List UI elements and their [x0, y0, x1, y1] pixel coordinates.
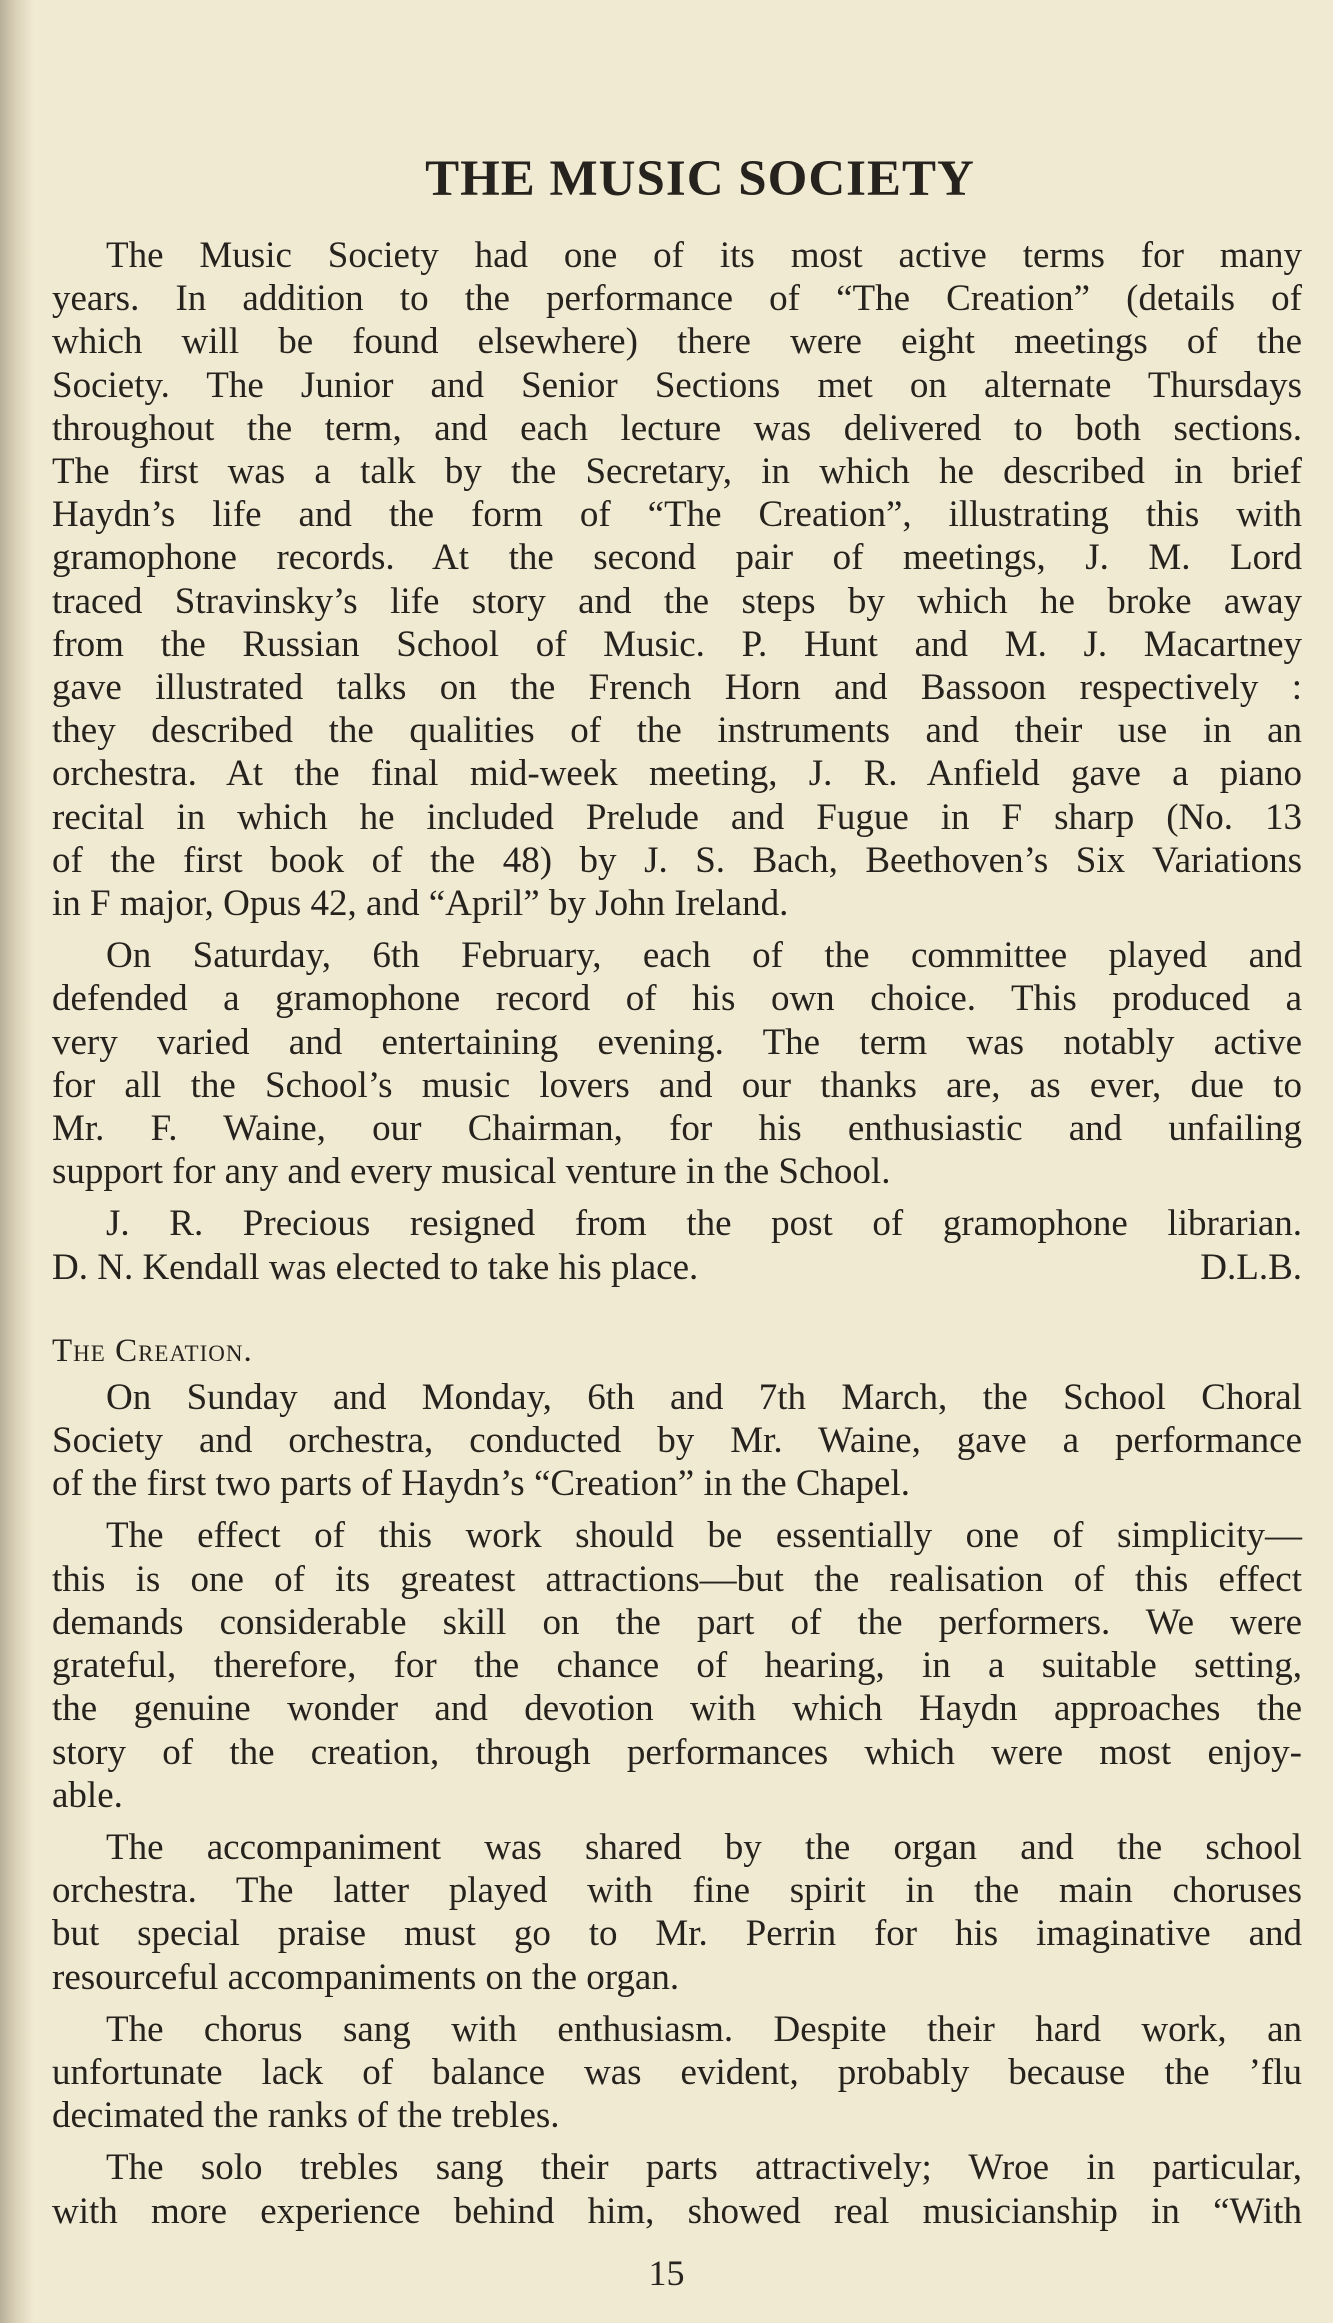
- text-line: Society. The Junior and Senior Sections met on alternate Thursdays: [52, 364, 1302, 406]
- text-line: The Music Society had one of its most active terms for many: [106, 235, 1302, 276]
- paragraph-librarian: [52, 1202, 1302, 1288]
- text-line: support for any and every musical venture in the School.: [52, 1151, 891, 1193]
- text-line: for all the School’s music lovers and our thanks are, as ever, due to: [52, 1064, 1302, 1106]
- paragraph-music-society-term: [52, 234, 1302, 925]
- text-line: On Saturday, 6th February, each of the committee played and: [106, 935, 1302, 977]
- author-initials: D.L.B.: [1200, 1246, 1302, 1288]
- text-line: of the first two parts of Haydn’s “Creation” in the Chapel.: [52, 1463, 910, 1505]
- text-line: years. In addition to the performance of “The Creation” (details of: [52, 278, 1302, 320]
- signed-line: [52, 1246, 1302, 1289]
- text-line: Society and orchestra, conducted by Mr. Waine, gave a performance: [52, 1420, 1302, 1462]
- paragraph-chorus: [52, 2008, 1302, 2138]
- text-line: from the Russian School of Music. P. Hunt and M. J. Macartney: [52, 623, 1302, 665]
- paragraph-accompaniment: [52, 1826, 1302, 1999]
- text-line: resourceful accompaniments on the organ.: [52, 1956, 680, 1998]
- text-line: gramophone records. At the second pair of meetings, J. M. Lord: [52, 537, 1302, 579]
- text-line: with more experience behind him, showed real musicianship in “With: [52, 2190, 1302, 2232]
- text-line: in F major, Opus 42, and “April” by John Ireland.: [52, 883, 789, 925]
- text-line: recital in which he included Prelude and Fugue in F sharp (No. 13: [52, 796, 1302, 838]
- text-line: The solo trebles sang their parts attractively; Wroe in particular,: [106, 2147, 1302, 2189]
- text-line: but special praise must go to Mr. Perrin for his imaginative and: [52, 1913, 1302, 1955]
- text-line: The first was a talk by the Secretary, in which he described in brief: [52, 451, 1302, 493]
- text-line: orchestra. At the final mid-week meeting, J. R. Anfield gave a piano: [52, 753, 1302, 795]
- text-line: traced Stravinsky’s life story and the steps by which he broke away: [52, 580, 1302, 622]
- text-line: orchestra. The latter played with fine spirit in the main choruses: [52, 1870, 1302, 1912]
- text-line: The accompaniment was shared by the organ and the school: [106, 1826, 1302, 1868]
- paragraph-creation-performance: [52, 1376, 1302, 1506]
- text-line: the genuine wonder and devotion with which Haydn approaches the: [52, 1688, 1302, 1730]
- text-line: this is one of its greatest attractions—but the realisation of this effect: [52, 1558, 1302, 1600]
- text-line: Mr. F. Waine, our Chairman, for his enthusiastic and unfailing: [52, 1108, 1302, 1150]
- text-line: they described the qualities of the instruments and their use in an: [52, 710, 1302, 752]
- text-line: story of the creation, through performances which were most enjoy-: [52, 1731, 1302, 1773]
- paragraph-creation-effect: [52, 1514, 1302, 1816]
- text-line: throughout the term, and each lecture was delivered to both sections.: [52, 407, 1302, 449]
- page-body: [52, 150, 1302, 2242]
- text-line: On Sunday and Monday, 6th and 7th March, the School Choral: [106, 1376, 1302, 1418]
- text-line: very varied and entertaining evening. The term was notably active: [52, 1021, 1302, 1063]
- text-line: defended a gramophone record of his own choice. This produced a: [52, 978, 1302, 1020]
- text-line: The effect of this work should be essentially one of simplicity—: [106, 1515, 1302, 1557]
- text-line: J. R. Precious resigned from the post of gramophone librarian.: [106, 1203, 1302, 1245]
- text-line: able.: [52, 1774, 123, 1816]
- paragraph-committee-records: [52, 934, 1302, 1193]
- page-number: 15: [648, 2253, 685, 2293]
- text-line: of the first book of the 48) by J. S. Bach, Beethoven’s Six Variations: [52, 839, 1302, 881]
- page-title: THE MUSIC SOCIETY: [425, 151, 975, 207]
- text-line: demands considerable skill on the part of the performers. We were: [52, 1601, 1302, 1643]
- section-heading-creation: The Creation.: [52, 1332, 253, 1369]
- text-line: grateful, therefore, for the chance of hearing, in a suitable setting,: [52, 1645, 1302, 1687]
- text-line: The chorus sang with enthusiasm. Despite their hard work, an: [106, 2008, 1302, 2050]
- text-line: unfortunate lack of balance was evident, probably because the ’flu: [52, 2051, 1302, 2093]
- binding-shadow: [0, 0, 34, 2323]
- paragraph-solo-trebles: [52, 2146, 1302, 2232]
- text-line: gave illustrated talks on the French Horn and Bassoon respectively :: [52, 667, 1302, 709]
- text-line: D. N. Kendall was elected to take his place.: [52, 1246, 699, 1288]
- text-line: Haydn’s life and the form of “The Creation”, illustrating this with: [52, 494, 1302, 536]
- text-line: decimated the ranks of the trebles.: [52, 2095, 560, 2137]
- text-line: which will be found elsewhere) there were eight meetings of the: [52, 321, 1302, 363]
